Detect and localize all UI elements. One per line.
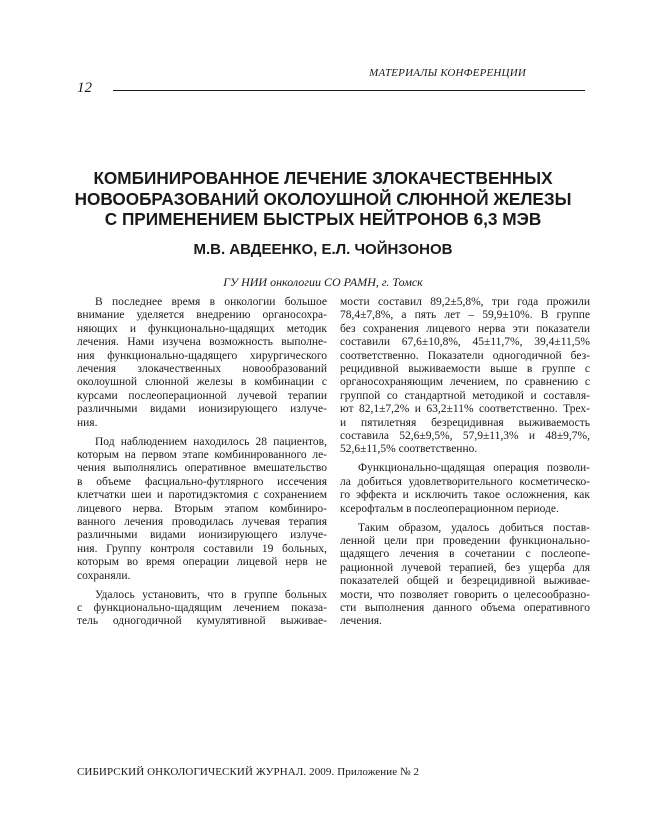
body-paragraph	[77, 436, 327, 583]
body-line: 78,4±7,8%, а пять лет – 59,9±10%. В группе	[340, 309, 590, 322]
body-line: ленной цели при проведении функционально-	[340, 534, 590, 547]
body-line: Под наблюдением находилось 28 пациентов,	[95, 435, 327, 448]
body-line: рационной лучевой терапией, без ущерба для	[340, 561, 590, 574]
body-line: составила 52,6±9,5%, 57,9±11,3% и 48±9,7%,	[340, 430, 590, 443]
body-line: няющих и функционально-щадящих методик	[77, 322, 327, 335]
body-line: составили 67,6±10,8%, 45±11,7%, 39,4±11,5%	[340, 336, 590, 349]
body-line: го эффекта и исключить такое осложнения, как	[340, 489, 590, 502]
body-line: сти выполнения данного объема оперативного	[340, 601, 590, 614]
body-line: ния.	[77, 416, 98, 429]
body-line: лечения.	[340, 615, 382, 628]
body-line: без сохранения лицевого нерва эти показатели	[340, 322, 590, 335]
body-line: курсами послеоперационной лучевой терапии	[77, 389, 327, 402]
body-paragraph	[77, 589, 327, 629]
body-line: ванного лечения проводилась лучевая терапия	[77, 516, 327, 528]
body-line: в объеме фасциально-футлярного иссечения	[77, 475, 327, 488]
header-rule	[113, 90, 585, 91]
body-line: внимание уделяется внедрению органосохра-	[77, 309, 327, 322]
body-line: лечения. Нами изучена возможность выполне-	[77, 336, 327, 349]
body-line: ют 82,1±7,2% и 63,2±11% соответственно. Трех-	[340, 403, 590, 416]
body-line: показателей общей и безрецидивной выживае-	[340, 575, 590, 588]
article-title-line: С ПРИМЕНЕНИЕМ БЫСТРЫХ НЕЙТРОНОВ 6,3 МЭВ	[104, 209, 542, 229]
page-number: 12	[77, 80, 92, 96]
body-line: соответственно. Показатели одногодичной без-	[340, 349, 590, 362]
body-line: мости, что позволяет говорить о целесообразно-	[340, 588, 590, 601]
body-line: которым на первом этапе комбинированного ле-	[77, 448, 327, 461]
article-title	[40, 168, 606, 230]
body-line: клетчатки шеи и паротидэктомия с сохранением	[77, 489, 327, 502]
body-line: В последнее время в онкологии большое	[95, 296, 327, 308]
body-line: группой со стандартной методикой и составля-	[340, 389, 590, 402]
body-line: околоушной слюнной железы в комбинации с	[77, 376, 327, 389]
body-column-right	[340, 296, 590, 634]
body-paragraph	[340, 296, 590, 457]
body-paragraph	[340, 522, 590, 629]
journal-footer: СИБИРСКИЙ ОНКОЛОГИЧЕСКИЙ ЖУРНАЛ. 2009. Приложение № 2	[77, 766, 420, 778]
body-line: лечения злокачественных новообразований	[77, 363, 327, 376]
body-line: мости составил 89,2±5,8%, три года прожили	[340, 296, 590, 308]
body-line: Функционально-щадящая операция позволи-	[358, 462, 590, 475]
article-title-line: НОВООБРАЗОВАНИЙ ОКОЛОУШНОЙ СЛЮННОЙ ЖЕЛЕЗЫ	[74, 188, 572, 209]
body-line: и пятилетняя безрецидивная выживаемость	[340, 416, 590, 429]
article-title-line: КОМБИНИРОВАННОЕ ЛЕЧЕНИЕ ЗЛОКАЧЕСТВЕННЫХ	[93, 168, 553, 188]
body-line: ния. Группу контроля составили 19 больных,	[77, 542, 327, 555]
body-line: щадящего лечения в сочетании с послеопе-	[340, 548, 590, 561]
body-line: 52,6±11,5% соответственно.	[340, 443, 478, 456]
body-line: тель одногодичной кумулятивной выживае-	[77, 615, 327, 628]
running-header-section: МАТЕРИАЛЫ КОНФЕРЕНЦИИ	[369, 67, 526, 79]
body-paragraph	[77, 296, 327, 430]
authors: М.В. АВДЕЕНКО, Е.Л. ЧОЙНЗОНОВ	[193, 241, 453, 258]
body-line: Таким образом, удалось добиться постав-	[358, 521, 590, 534]
body-line: ксерофтальм в послеоперационном периоде.	[340, 502, 559, 515]
body-line: ла добиться удовлетворительного косметическо-	[340, 475, 590, 488]
body-paragraph	[340, 462, 590, 516]
body-line: чения выполнялись оперативное вмешательство	[77, 462, 327, 475]
body-line: которым во время операции лицевой нерв не	[77, 556, 327, 569]
body-line: органосохраняющим лечением, по сравнению с	[340, 376, 590, 389]
body-line: ния функционально-щадящего хирургического	[77, 349, 327, 362]
body-line: различными видами ионизирующего излуче-	[77, 403, 327, 416]
body-line: Удалось установить, что в группе больных	[95, 588, 327, 601]
affiliation: ГУ НИИ онкологии СО РАМН, г. Томск	[223, 275, 423, 289]
body-line: лицевого нерва. Вторым этапом комбиниро-	[77, 502, 327, 515]
body-line: различными видами ионизирующего излуче-	[77, 529, 327, 542]
body-line: с функционально-щадящим лечением показа-	[77, 601, 327, 614]
body-line: рецидивной выживаемости выше в группе с	[340, 363, 590, 376]
body-column-left	[77, 296, 327, 634]
body-line: сохраняли.	[77, 569, 131, 582]
